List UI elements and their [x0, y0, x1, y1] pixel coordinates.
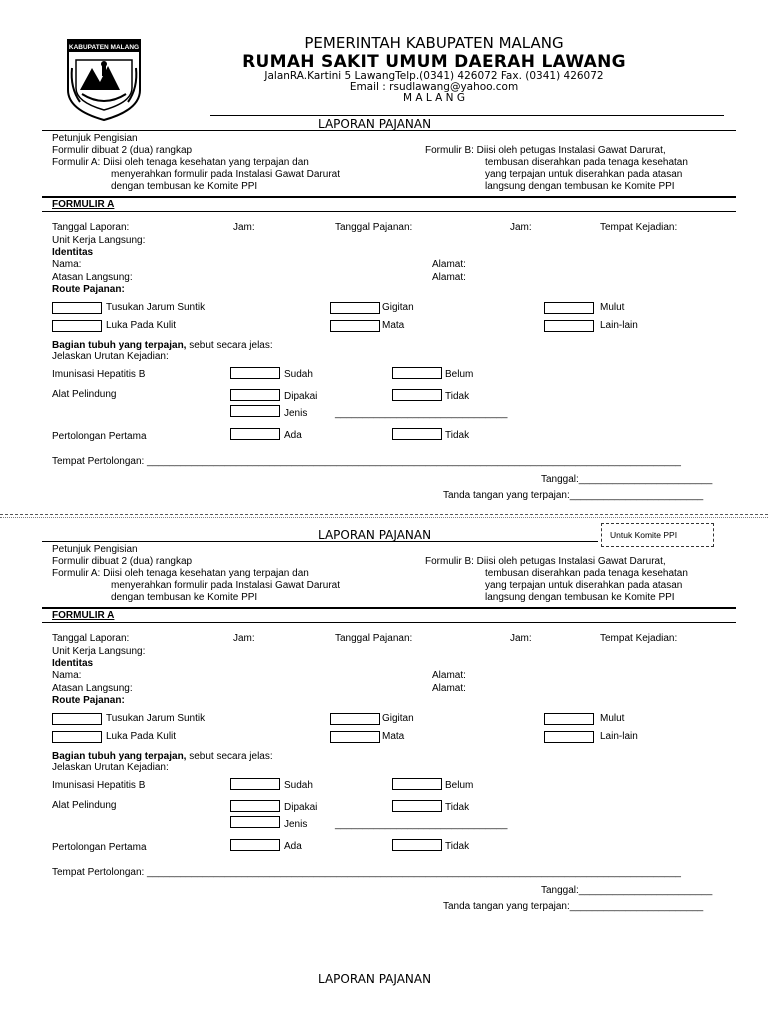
- tanda-tangan-field[interactable]: Tanda tangan yang terpajan:________________________: [443, 901, 704, 912]
- jam-label: Jam:: [233, 222, 255, 233]
- formulir-a-heading: FORMULIR A: [52, 610, 115, 621]
- belum-checkbox[interactable]: [392, 778, 442, 790]
- tanggal-pajanan-label: Tanggal Pajanan:: [335, 633, 413, 644]
- rangkap-text: Formulir dibuat 2 (dua) rangkap: [52, 556, 193, 567]
- tusukan-label: Tusukan Jarum Suntik: [106, 302, 206, 313]
- mata-label: Mata: [382, 320, 405, 331]
- imunisasi-label: Imunisasi Hepatitis B: [52, 369, 146, 380]
- formulir-a-divider: [42, 211, 736, 212]
- luka-label: Luka Pada Kulit: [106, 320, 177, 331]
- bagian-rest: sebut secara jelas:: [186, 751, 273, 762]
- luka-label: Luka Pada Kulit: [106, 731, 177, 742]
- tusukan-checkbox[interactable]: [52, 713, 102, 725]
- bagian-bold: Bagian tubuh yang terpajan,: [52, 751, 187, 762]
- tidak-alat-label: Tidak: [445, 391, 470, 402]
- gigitan-checkbox[interactable]: [330, 302, 380, 314]
- jelaskan-label: Jelaskan Urutan Kejadian:: [52, 351, 169, 362]
- imunisasi-label: Imunisasi Hepatitis B: [52, 780, 146, 791]
- jenis-checkbox[interactable]: [230, 816, 280, 828]
- tempat-kejadian-label: Tempat Kejadian:: [600, 222, 678, 233]
- tempat-pertolongan-field[interactable]: Tempat Pertolongan: ________________________________________________________________________________________________: [52, 867, 681, 878]
- dipakai-label: Dipakai: [284, 391, 318, 402]
- alamat-atasan-label: Alamat:: [432, 272, 466, 283]
- tidak-alat-label: Tidak: [445, 802, 470, 813]
- formulir-a-divider: [42, 622, 736, 623]
- formulir-b-desc-3: yang terpajan untuk diserahkan pada atasan: [485, 169, 683, 180]
- alat-label: Alat Pelindung: [52, 800, 117, 811]
- header-email: Email : rsudlawang@yahoo.com: [349, 81, 519, 93]
- header-government: PEMERINTAH KABUPATEN MALANG: [304, 34, 564, 52]
- jenis-label: Jenis: [284, 408, 308, 419]
- jam-pajanan-label: Jam:: [510, 222, 532, 233]
- jam-pajanan-label: Jam:: [510, 633, 532, 644]
- instructions-divider: [42, 196, 736, 198]
- formulir-b-desc-1: Formulir B: Diisi oleh petugas Instalasi Gawat Darurat,: [425, 145, 666, 156]
- gigitan-label: Gigitan: [382, 302, 414, 313]
- lain-label: Lain-lain: [600, 320, 638, 331]
- formulir-a-desc-1: Formulir A: Diisi oleh tenaga kesehatan yang terpajan dan: [52, 157, 309, 168]
- tanggal-laporan-label: Tanggal Laporan:: [52, 633, 130, 644]
- jam-label: Jam:: [233, 633, 255, 644]
- tanggal-laporan-label: Tanggal Laporan:: [52, 222, 130, 233]
- header-city: M A L A N G: [403, 92, 465, 104]
- unit-kerja-label: Unit Kerja Langsung:: [52, 646, 146, 657]
- form-title: LAPORAN PAJANAN: [318, 117, 432, 131]
- tidak-pertolongan-label: Tidak: [445, 430, 470, 441]
- formulir-b-desc-3: yang terpajan untuk diserahkan pada atasan: [485, 580, 683, 591]
- tanggal-field[interactable]: Tanggal:________________________: [541, 474, 713, 485]
- gigitan-label: Gigitan: [382, 713, 414, 724]
- tusukan-label: Tusukan Jarum Suntik: [106, 713, 206, 724]
- dipakai-checkbox[interactable]: [230, 800, 280, 812]
- logo-text: KABUPATEN MALANG: [68, 44, 140, 51]
- jenis-line[interactable]: _______________________________: [335, 408, 508, 419]
- tempat-pertolongan-field[interactable]: Tempat Pertolongan: ________________________________________________________________________________________________: [52, 456, 681, 467]
- formulir-b-desc-4: langsung dengan tembusan ke Komite PPI: [485, 592, 675, 603]
- gigitan-checkbox[interactable]: [330, 713, 380, 725]
- formulir-a-desc-3: dengan tembusan ke Komite PPI: [111, 181, 258, 192]
- tidak-alat-checkbox[interactable]: [392, 800, 442, 812]
- alamat-label: Alamat:: [432, 259, 466, 270]
- header-hospital-name: RUMAH SAKIT UMUM DAERAH LAWANG: [242, 52, 626, 72]
- belum-label: Belum: [445, 369, 474, 380]
- rangkap-text: Formulir dibuat 2 (dua) rangkap: [52, 145, 193, 156]
- alamat-atasan-label: Alamat:: [432, 683, 466, 694]
- form-title: LAPORAN PAJANAN: [318, 528, 432, 542]
- tempat-kejadian-label: Tempat Kejadian:: [600, 633, 678, 644]
- formulir-a-desc-3: dengan tembusan ke Komite PPI: [111, 592, 258, 603]
- pertolongan-label: Pertolongan Pertama: [52, 842, 147, 853]
- footer-title: LAPORAN PAJANAN: [318, 972, 432, 986]
- instructions-divider: [42, 607, 736, 609]
- unit-kerja-label: Unit Kerja Langsung:: [52, 235, 146, 246]
- sudah-checkbox[interactable]: [230, 778, 280, 790]
- nama-label: Nama:: [52, 259, 82, 270]
- lain-checkbox[interactable]: [544, 731, 594, 743]
- route-heading: Route Pajanan:: [52, 284, 125, 295]
- formulir-b-desc-2: tembusan diserahkan pada tenaga kesehatan: [485, 568, 688, 579]
- ada-checkbox[interactable]: [230, 839, 280, 851]
- formulir-b-desc-2: tembusan diserahkan pada tenaga kesehatan: [485, 157, 688, 168]
- formulir-b-desc-1: Formulir B: Diisi oleh petugas Instalasi Gawat Darurat,: [425, 556, 666, 567]
- bagian-rest: sebut secara jelas:: [186, 340, 273, 351]
- formulir-a-heading: FORMULIR A: [52, 199, 115, 210]
- belum-label: Belum: [445, 780, 474, 791]
- formulir-b-desc-4: langsung dengan tembusan ke Komite PPI: [485, 181, 675, 192]
- tanda-tangan-field[interactable]: Tanda tangan yang terpajan:________________________: [443, 490, 704, 501]
- tusukan-checkbox[interactable]: [52, 302, 102, 314]
- sudah-label: Sudah: [284, 369, 313, 380]
- belum-checkbox[interactable]: [392, 367, 442, 379]
- tanggal-field[interactable]: Tanggal:________________________: [541, 885, 713, 896]
- formulir-a-desc-2: menyerahkan formulir pada Instalasi Gawat Darurat: [111, 580, 340, 591]
- route-heading: Route Pajanan:: [52, 695, 125, 706]
- mulut-checkbox[interactable]: [544, 302, 594, 314]
- identitas-heading: Identitas: [52, 247, 94, 258]
- formulir-a-desc-2: menyerahkan formulir pada Instalasi Gawat Darurat: [111, 169, 340, 180]
- mulut-label: Mulut: [600, 713, 625, 724]
- alat-label: Alat Pelindung: [52, 389, 117, 400]
- pertolongan-label: Pertolongan Pertama: [52, 431, 147, 442]
- jenis-label: Jenis: [284, 819, 308, 830]
- formulir-a-desc-1: Formulir A: Diisi oleh tenaga kesehatan yang terpajan dan: [52, 568, 309, 579]
- form-section-2: [0, 411, 768, 923]
- jelaskan-label: Jelaskan Urutan Kejadian:: [52, 762, 169, 773]
- lain-label: Lain-lain: [600, 731, 638, 742]
- ada-label: Ada: [284, 841, 302, 852]
- tidak-alat-checkbox[interactable]: [392, 389, 442, 401]
- mata-checkbox[interactable]: [330, 320, 380, 332]
- bagian-bold: Bagian tubuh yang terpajan,: [52, 340, 187, 351]
- nama-label: Nama:: [52, 670, 82, 681]
- atasan-label: Atasan Langsung:: [52, 683, 133, 694]
- mulut-checkbox[interactable]: [544, 713, 594, 725]
- luka-checkbox[interactable]: [52, 731, 102, 743]
- atasan-label: Atasan Langsung:: [52, 272, 133, 283]
- dipakai-label: Dipakai: [284, 802, 318, 813]
- mata-label: Mata: [382, 731, 405, 742]
- tanggal-pajanan-label: Tanggal Pajanan:: [335, 222, 413, 233]
- header-address: JalanRA.Kartini 5 LawangTelp.(0341) 426072 Fax. (0341) 426072: [264, 70, 604, 82]
- title-divider: [42, 130, 736, 131]
- tidak-pertolongan-checkbox[interactable]: [392, 839, 442, 851]
- komite-label: Untuk Komite PPI: [610, 530, 678, 540]
- petunjuk-label: Petunjuk Pengisian: [52, 133, 138, 144]
- sudah-checkbox[interactable]: [230, 367, 280, 379]
- luka-checkbox[interactable]: [52, 320, 102, 332]
- mata-checkbox[interactable]: [330, 731, 380, 743]
- dipakai-checkbox[interactable]: [230, 389, 280, 401]
- tidak-pertolongan-label: Tidak: [445, 841, 470, 852]
- title-divider: [42, 541, 598, 542]
- sudah-label: Sudah: [284, 780, 313, 791]
- alamat-label: Alamat:: [432, 670, 466, 681]
- mulut-label: Mulut: [600, 302, 625, 313]
- petunjuk-label: Petunjuk Pengisian: [52, 544, 138, 555]
- ada-label: Ada: [284, 430, 302, 441]
- identitas-heading: Identitas: [52, 658, 94, 669]
- lain-checkbox[interactable]: [544, 320, 594, 332]
- jenis-line[interactable]: _______________________________: [335, 819, 508, 830]
